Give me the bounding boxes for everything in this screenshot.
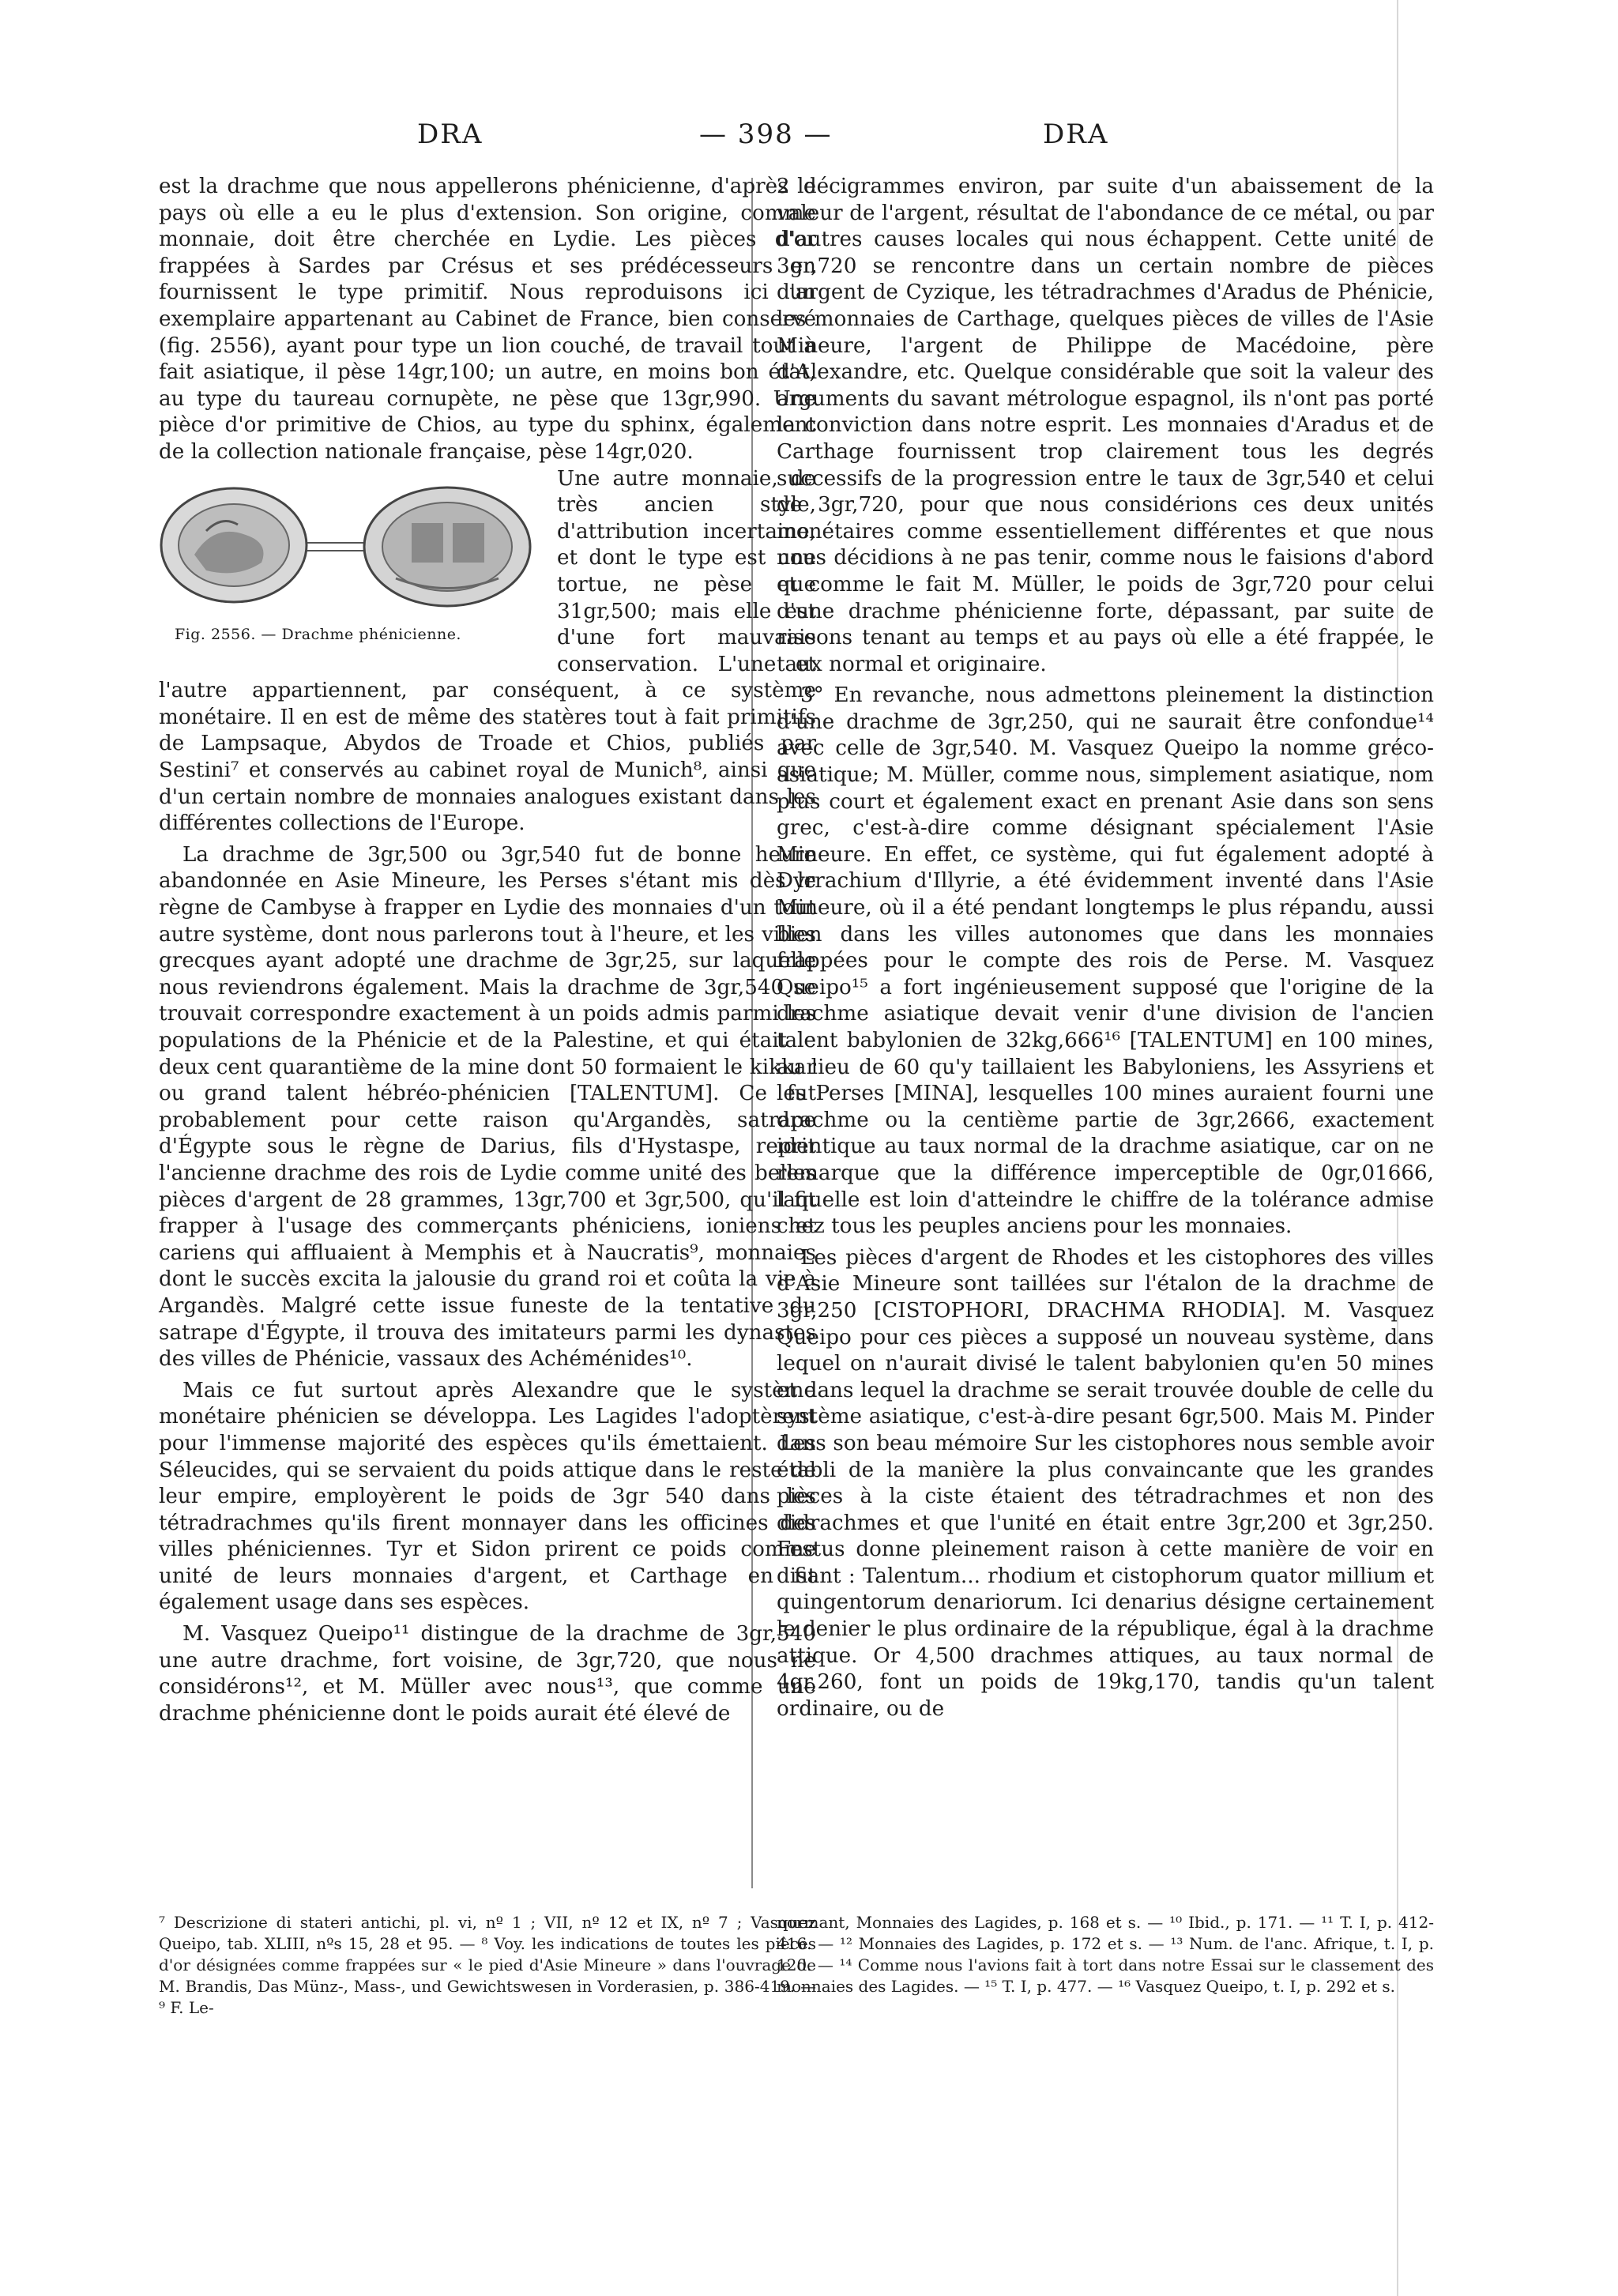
figure-drachme [159,468,546,661]
footnotes-left [159,1912,816,2019]
paragraph: Mais ce fut surtout après Alexandre que le système monétaire phénicien se développa. Les Lagides l'adoptèrent pour l'immense majorité des espèces qu'ils émettaient. Les Séleucides, qui se servaient du poids attique dans le reste de leur empire, employèrent le poids de 3gr 540 dans les tétradrachmes qu'ils firent monnayer dans les officines des villes phéniciennes. Tyr et Sidon prirent ce poids comme unité de leurs monnaies d'argent, et Carthage en fit également usage dans ses espèces. [159,1378,816,1615]
running-head-left: DRA [417,119,484,150]
page-number: — 398 — [699,119,833,150]
left-column [159,174,816,1727]
paragraph: 3° En revanche, nous admettons pleinement la distinction d'une drachme de 3gr,250, qui ne saurait être confondue¹⁴ avec celle de 3gr,540. M. Vasquez Queipo la nomme gréco-asiatique; M. Müller, comme nous, simplement asiatique, nom plus court et également exact en prenant Asie dans son sens grec, c'est-à-dire comme désignant spécialement l'Asie Mineure. En effet, ce système, qui fut également adopté à Dyrrachium d'Illyrie, a été évidemment inventé dans l'Asie Mineure, où il a été pendant longtemps le plus répandu, aussi bien dans les villes autonomes que dans les monnaies frappées pour le compte des rois de Perse. M. Vasquez Queipo¹⁵ a fort ingénieusement supposé que l'origine de la drachme asiatique devait venir d'une division de l'ancien talent babylonien de 32kg,666¹⁶ [TALENTUM] en 100 mines, au lieu de 60 qu'y taillaient les Babyloniens, les Assyriens et les Perses [MINA], lesquelles 100 mines auraient fourni une drachme ou la centième partie de 3gr,2666, exactement identique au taux normal de la drachme asiatique, car on ne remarque que la différence imperceptible de 0gr,01666, laquelle est loin d'atteindre le chiffre de la tolérance admise chez tous les peuples anciens pour les monnaies. [777,683,1434,1239]
footnote-text: normant, Monnaies des Lagides, p. 168 et s. — ¹⁰ Ibid., p. 171. — ¹¹ T. I, p. 412-416. — ¹² Monnaies des Lagides, p. 172 et s. — ¹³ Num. de l'anc. Afrique, t. I, p. 120. — ¹⁴ Comme nous l'avions fait à tort dans notre Essai sur le classement des monnaies des Lagides. — ¹⁵ T. I, p. 477. — ¹⁶ Vasquez Queipo, t. I, p. 292 et s. [777,1913,1434,1996]
paragraph: M. Vasquez Queipo¹¹ distingue de la drachme de 3gr,540 une autre drachme, fort voisine, de 3gr,720, que nous ne considérons¹², et M. Müller avec nous¹³, que comme une drachme phénicienne dont le poids aurait été élevé de [159,1622,816,1726]
running-head-right: DRA [1043,119,1109,150]
paragraph: 2 décigrammes environ, par suite d'un abaissement de la valeur de l'argent, résultat de l'abondance de ce métal, ou par d'autres causes locales qui nous échappent. Cette unité de 3gr,720 se rencontre dans un certain nombre de pièces d'argent de Cyzique, les tétradrachmes d'Aradus de Phénicie, les monnaies de Carthage, quelques pièces de villes de l'Asie Mineure, l'argent de Philippe de Macédoine, père d'Alexandre, etc. Quelque considérable que soit la valeur des arguments du savant métrologue espagnol, ils n'ont pas porté la conviction dans notre esprit. Les monnaies d'Aradus et de Carthage fournissent trop clairement tous les degrés successifs de la progression entre le taux de 3gr,540 et celui de 3gr,720, pour que nous considérions ces deux unités monétaires comme essentiellement différentes et que nous nous décidions à ne pas tenir, comme nous le faisions d'abord et comme le fait M. Müller, le poids de 3gr,720 pour celui d'une drachme phénicienne forte, dépassant, par suite de raisons tenant au temps et au pays où elle a été frappée, le taux normal et originaire. [777,175,1434,676]
coin-illustration [159,468,538,622]
paragraph: est la drachme que nous appellerons phénicienne, d'après le pays où elle a eu le plus d'extension. Son origine, comme monnaie, doit être cherchée en Lydie. Les pièces d'or frappées à Sardes par Crésus et ses prédécesseurs en fournissent le type primitif. Nous reproduisons ici un exemplaire appartenant au Cabinet de France, bien conservé (fig. 2556), ayant pour type un lion couché, de travail tout à fait asiatique, il pèse 14gr,100; un autre, en moins bon état, au type du taureau cornupète, ne pèse que 13gr,990. Une pièce d'or primitive de Chios, au type du sphinx, également de la collection nationale française, pèse 14gr,020. [159,175,816,464]
figure-caption: Fig. 2556. — Drachme phénicienne. [175,625,461,643]
paragraph: La drachme de 3gr,500 ou 3gr,540 fut de bonne heure abandonnée en Asie Mineure, les Perses s'étant mis dès le règne de Cambyse à frapper en Lydie des monnaies d'un tout autre système, dont nous parlerons tout à l'heure, et les villes grecques ayant adopté une drachme de 3gr,25, sur laquelle nous reviendrons également. Mais la drachme de 3gr,540 se trouvait correspondre exactement à un poids admis parmi les populations de la Phénicie et de la Palestine, et qui était le deux cent quarantième de la mine dont 50 formaient le kikkar ou grand talent hébréo-phénicien [TALENTUM]. Ce fut probablement pour cette raison qu'Argandès, satrape d'Égypte sous le règne de Darius, fils d'Hystaspe, reprit l'ancienne drachme des rois de Lydie comme unité des belles pièces d'argent de 28 grammes, 13gr,700 et 3gr,500, qu'il fit frapper à l'usage des commerçants phéniciens, ioniens et cariens qui affluaient à Memphis et à Naucratis⁹, monnaies dont le succès excita la jalousie du grand roi et coûta la vie à Argandès. Malgré cette issue funeste de la tentative du satrape d'Égypte, il trouva des imitateurs parmi les dynastes des villes de Phénicie, vassaux des Achéménides¹⁰. [159,842,816,1372]
right-column [777,174,1434,1722]
paragraph: Les pièces d'argent de Rhodes et les cistophores des villes d'Asie Mineure sont taillées sur l'étalon de la drachme de 3gr,250 [CISTOPHORI, DRACHMA RHODIA]. M. Vasquez Queipo pour ces pièces a supposé un nouveau système, dans lequel on n'aurait divisé le talent babylonien qu'en 50 mines et dans lequel la drachme se serait trouvée double de celle du système asiatique, c'est-à-dire pesant 6gr,500. Mais M. Pinder dans son beau mémoire Sur les cistophores nous semble avoir établi de la manière la plus convaincante que les grandes pièces à la ciste étaient des tétradrachmes et non des didrachmes et que l'unité en était entre 3gr,200 et 3gr,250. Festus donne pleinement raison à cette manière de voir en disant : Talentum... rhodium et cistophorum quator millium et quingentorum denariorum. Ici denarius désigne certainement le denier le plus ordinaire de la république, égal à la drachme attique. Or 4,500 drachmes attiques, au taux normal de 4gr,260, font un poids de 19kg,170, tandis qu'un talent ordinaire, ou de [777,1245,1434,1721]
footnotes-right [777,1912,1434,1997]
footnote-text: ⁷ Descrizione di stateri antichi, pl. vi, nº 1 ; VII, nº 12 et IX, nº 7 ; Vasquez Queipo, tab. XLIII, nºs 15, 28 et 95. — ⁸ Voy. les indications de toutes les pièces d'or désignées comme frappées sur « le pied d'Asie Mineure » dans l'ouvrage de M. Brandis, Das Münz-, Mass-, und Gewichtswesen in Vorderasien, p. 386-419. — ⁹ F. Le- [159,1913,816,2017]
paragraph: Une autre monnaie, de très ancien style, d'attribution incertaine, et dont le type est une tortue, ne pèse que 31gr,500; mais elle est d'une fort mauvaise conservation. L'une et l'autre appartiennent, par conséquent, à ce système monétaire. Il en est de même des statères tout à fait primitifs de Lampsaque, Abydos de Troade et Chios, publiés par Sestini⁷ et conservés au cabinet royal de Munich⁸, ainsi que d'un certain nombre de monnaies analogues existant dans les différentes collections de l'Europe. [159,466,816,836]
